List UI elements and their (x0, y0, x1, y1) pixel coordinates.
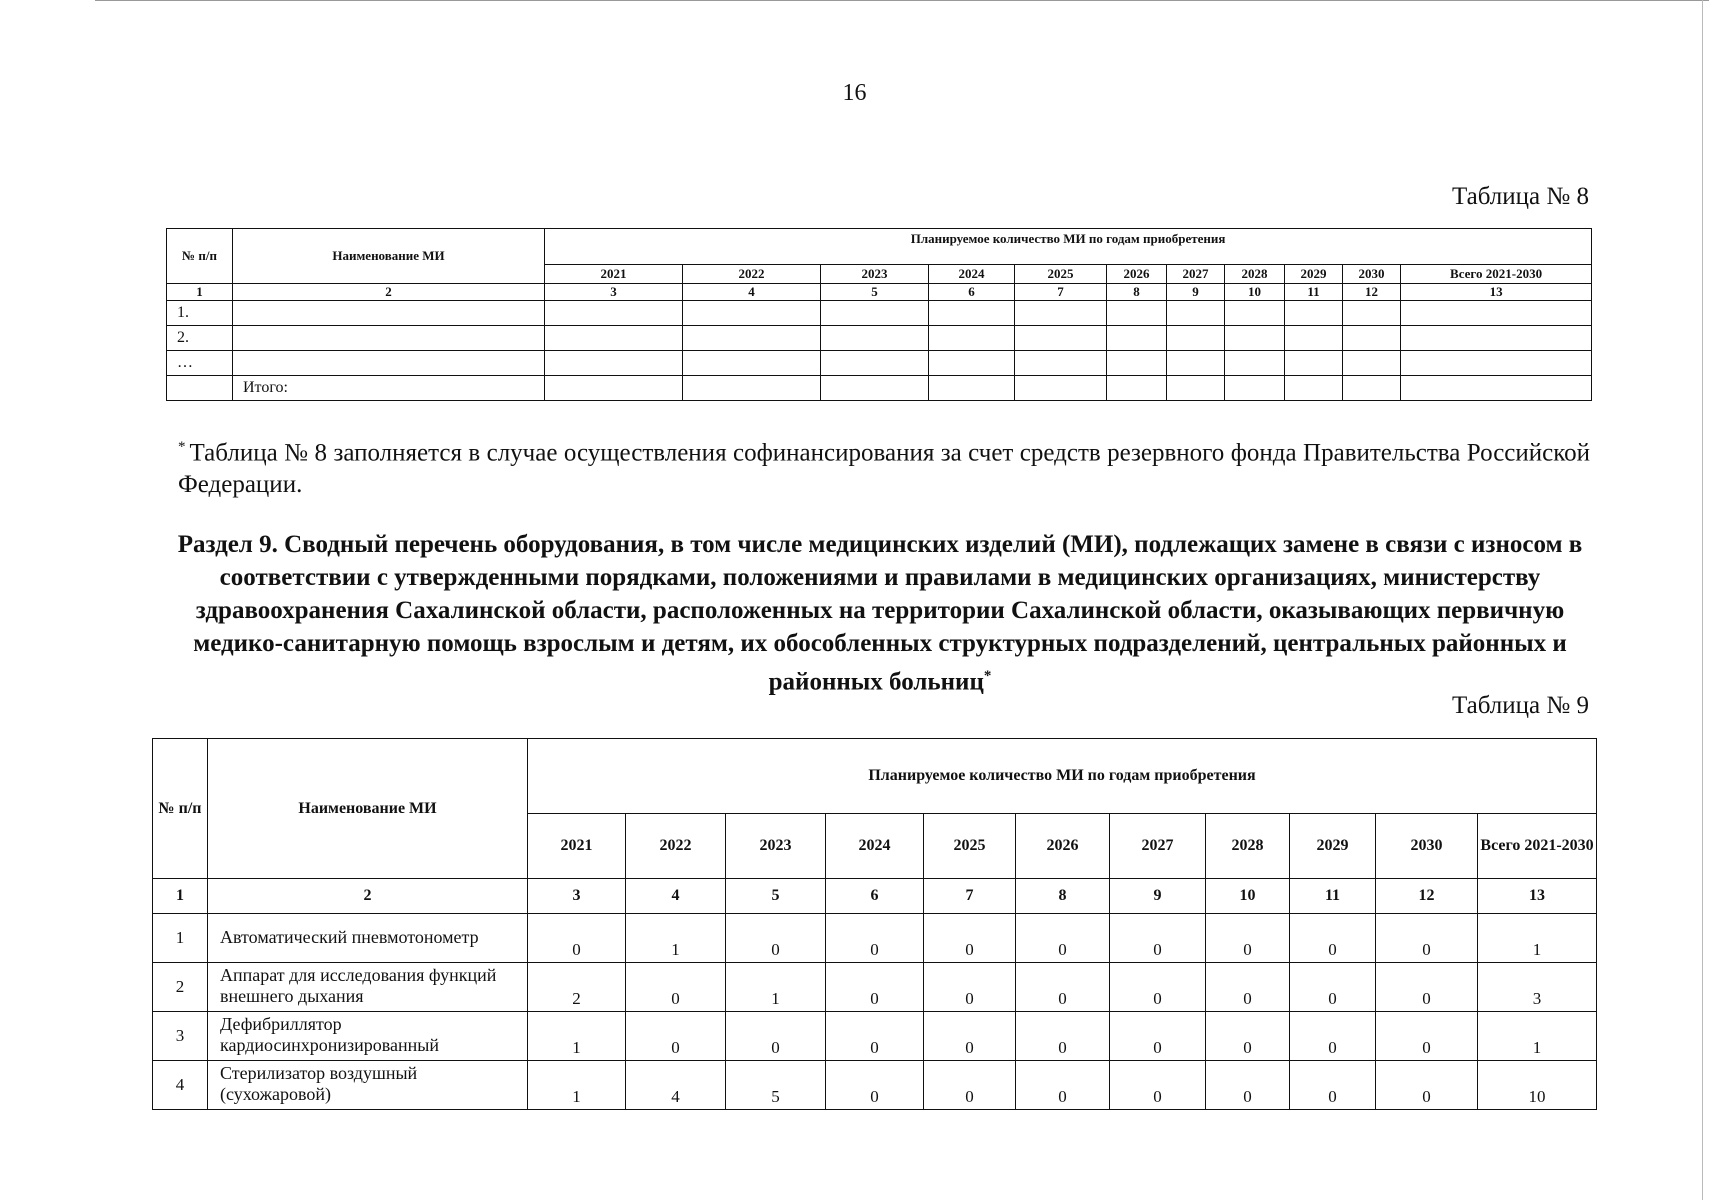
table8-year-header: 2029 (1285, 265, 1343, 284)
table8-row-value (1107, 351, 1167, 376)
table8-column-index: 6 (929, 284, 1015, 301)
table9-column-index: 7 (924, 879, 1016, 914)
table8-row-value (1401, 326, 1592, 351)
footnote (178, 431, 1590, 501)
table8-row-value (1343, 351, 1401, 376)
table8-row-value (821, 301, 929, 326)
table8-row-value (929, 376, 1015, 401)
table8-column-index: 9 (1167, 284, 1225, 301)
table8-year-header: 2027 (1167, 265, 1225, 284)
table8-row-value (1225, 376, 1285, 401)
table8-row-value (1167, 301, 1225, 326)
table9-row-value: 0 (1110, 963, 1206, 1012)
table9-row-value: 1 (528, 1061, 626, 1110)
footnote-mark: * (178, 439, 186, 455)
table9-row-value: 2 (528, 963, 626, 1012)
table8-row-value (1401, 351, 1592, 376)
table9-row-value: 0 (826, 963, 924, 1012)
table9-row-value: 0 (626, 1012, 726, 1061)
table9-row-value: 0 (1016, 963, 1110, 1012)
table8-row-value (1015, 326, 1107, 351)
table8-row-value (683, 351, 821, 376)
table9-row-value: 0 (1290, 1012, 1376, 1061)
table8-year-header: 2021 (545, 265, 683, 284)
table9-row-value: 0 (626, 963, 726, 1012)
section9-title-text: Раздел 9. Сводный перечень оборудования, в том числе медицинских изделий (МИ), подлежащих замене в связи с износом в соответствии с утвержденными порядками, положениями и правилами в медицинских организациях, министерству здравоохранения Сахалинской области, расположенных на территории Сахалинской области, оказывающих первичную медико-санитарную помощь взрослым и детям, их обособленных структурных подразделений, центральных районных и районных больниц (177, 531, 1583, 696)
table8-row-value (683, 301, 821, 326)
table9-row-value: 0 (826, 1012, 924, 1061)
table9-year-header: 2023 (726, 814, 826, 879)
table9-row-value: 0 (1376, 963, 1478, 1012)
table9-row-value: 0 (1016, 914, 1110, 963)
table8-row-value (1107, 301, 1167, 326)
table8-row-value (929, 351, 1015, 376)
table8-year-header: 2030 (1343, 265, 1401, 284)
table8-row-value (1285, 301, 1343, 326)
table9-row-value: 0 (1206, 914, 1290, 963)
table8-year-header: 2026 (1107, 265, 1167, 284)
table8-row-value (1167, 376, 1225, 401)
table9-row-value: 0 (726, 1012, 826, 1061)
table8-row-name (233, 301, 545, 326)
table9-year-header: 2029 (1290, 814, 1376, 879)
section9-title (160, 528, 1600, 698)
table8-row-value (821, 351, 929, 376)
table8-column-index: 5 (821, 284, 929, 301)
table9-year-header: 2030 (1376, 814, 1478, 879)
table8-row-value (545, 376, 683, 401)
table9-row (153, 914, 1597, 963)
table9-row-value: 0 (924, 963, 1016, 1012)
table9-year-header: 2021 (528, 814, 626, 879)
table9-row-value: 0 (924, 1061, 1016, 1110)
table8-year-header: 2023 (821, 265, 929, 284)
table9-row-value: 0 (924, 914, 1016, 963)
table9-row-value: 0 (726, 914, 826, 963)
table9-row-value: 0 (1290, 914, 1376, 963)
table8-year-header: 2022 (683, 265, 821, 284)
table9-row (153, 963, 1597, 1012)
table9-row-num: 1 (153, 914, 208, 963)
table8-row (167, 326, 1592, 351)
table8-year-header: Всего 2021-2030 (1401, 265, 1592, 284)
table8-row-value (1107, 376, 1167, 401)
table8-row-value (1401, 301, 1592, 326)
table9-row-value: 0 (1376, 1061, 1478, 1110)
table8-column-index: 4 (683, 284, 821, 301)
footnote-text: Таблица № 8 заполняется в случае осуществления софинансирования за счет средств резервного фонда Правительства Российской Федерации. (178, 439, 1590, 499)
top-rule (95, 0, 1709, 1)
table9-row-value: 0 (1206, 1012, 1290, 1061)
table8-row-value (1225, 326, 1285, 351)
table8-header-name: Наименование МИ (233, 229, 545, 284)
table9-row-value: 0 (826, 914, 924, 963)
table9-row-value: 0 (1376, 1012, 1478, 1061)
table9-year-header: 2028 (1206, 814, 1290, 879)
table9-year-header: 2027 (1110, 814, 1206, 879)
table8-row-value (821, 376, 929, 401)
table9-row-value: 0 (826, 1061, 924, 1110)
table9-column-index: 11 (1290, 879, 1376, 914)
table8-column-index: 13 (1401, 284, 1592, 301)
table9-row-value: 10 (1478, 1061, 1597, 1110)
table9-row-name: Дефибриллятор кардиосинхронизированный (208, 1012, 528, 1061)
table8-row-value (1167, 326, 1225, 351)
table9-row-value: 5 (726, 1061, 826, 1110)
table9-row-value: 0 (1110, 1061, 1206, 1110)
table9-column-index: 8 (1016, 879, 1110, 914)
table8-row-value (1343, 376, 1401, 401)
table9-year-header: Всего 2021-2030 (1478, 814, 1597, 879)
table9-row-value: 1 (1478, 914, 1597, 963)
table9 (152, 738, 1597, 1110)
table9-column-index: 12 (1376, 879, 1478, 914)
table8-column-index: 3 (545, 284, 683, 301)
table9-row-value: 1 (1478, 1012, 1597, 1061)
table9-year-header: 2022 (626, 814, 726, 879)
table9-row-name: Аппарат для исследования функций внешнего дыхания (208, 963, 528, 1012)
table9-row-value: 0 (1376, 914, 1478, 963)
table9-row-value: 0 (1206, 1061, 1290, 1110)
table9-year-header: 2025 (924, 814, 1016, 879)
table9-row-value: 0 (1290, 1061, 1376, 1110)
table8-row-value (1015, 376, 1107, 401)
table8-row-value (545, 301, 683, 326)
table8-row-value (545, 326, 683, 351)
table8-row-num: 2. (167, 326, 233, 351)
table8-row-value (1015, 351, 1107, 376)
table9-row-value: 0 (1110, 914, 1206, 963)
table8-row-num: 1. (167, 301, 233, 326)
table9-row-value: 0 (924, 1012, 1016, 1061)
table8-row (167, 376, 1592, 401)
table9-row-value: 3 (1478, 963, 1597, 1012)
side-rule (1702, 0, 1703, 1200)
table9-row-value: 1 (626, 914, 726, 963)
table8-row-num: … (167, 351, 233, 376)
table8-row (167, 301, 1592, 326)
table8-column-index: 8 (1107, 284, 1167, 301)
table8-column-index: 2 (233, 284, 545, 301)
table8-row-value (683, 326, 821, 351)
table9-column-index: 1 (153, 879, 208, 914)
table9-column-index: 4 (626, 879, 726, 914)
table8-year-header: 2024 (929, 265, 1015, 284)
table8-header-num: № п/п (167, 229, 233, 284)
table9-column-index: 10 (1206, 879, 1290, 914)
table8-column-index: 11 (1285, 284, 1343, 301)
table8-row-value (1343, 301, 1401, 326)
table8-row-num (167, 376, 233, 401)
table9-column-index: 6 (826, 879, 924, 914)
table9-row (153, 1061, 1597, 1110)
table8-column-index: 12 (1343, 284, 1401, 301)
table8-caption: Таблица № 8 (1451, 183, 1589, 210)
table8-row-value (1167, 351, 1225, 376)
table8-row-value (1285, 376, 1343, 401)
table8-row-name (233, 351, 545, 376)
table9-row-value: 0 (1206, 963, 1290, 1012)
table9-column-index: 5 (726, 879, 826, 914)
table9-header-name: Наименование МИ (208, 739, 528, 879)
table8-column-index: 7 (1015, 284, 1107, 301)
table9-row-value: 0 (1016, 1061, 1110, 1110)
table8-year-header: 2025 (1015, 265, 1107, 284)
table9-row-num: 2 (153, 963, 208, 1012)
table8-row-name (233, 326, 545, 351)
table9-row (153, 1012, 1597, 1061)
table9-year-header: 2024 (826, 814, 924, 879)
table8-row-value (545, 351, 683, 376)
table9-row-num: 4 (153, 1061, 208, 1110)
table8-column-index: 10 (1225, 284, 1285, 301)
table9-row-value: 0 (1016, 1012, 1110, 1061)
table8-column-index: 1 (167, 284, 233, 301)
table9-header-num: № п/п (153, 739, 208, 879)
table9-year-header: 2026 (1016, 814, 1110, 879)
table8-year-header: 2028 (1225, 265, 1285, 284)
table8-row-value (1343, 326, 1401, 351)
table9-column-index: 2 (208, 879, 528, 914)
table9-column-index: 13 (1478, 879, 1597, 914)
table9-row-value: 0 (1290, 963, 1376, 1012)
table8-row-value (821, 326, 929, 351)
table8-row-value (1107, 326, 1167, 351)
table9-column-index: 9 (1110, 879, 1206, 914)
table9-caption: Таблица № 9 (1451, 692, 1589, 719)
table8-row-name: Итого: (233, 376, 545, 401)
table8-row-value (1285, 326, 1343, 351)
table8 (166, 228, 1592, 401)
table9-row-value: 4 (626, 1061, 726, 1110)
table9-row-value: 0 (528, 914, 626, 963)
table9-row-name: Стерилизатор воздушный (сухожаровой) (208, 1061, 528, 1110)
table8-row-value (1225, 351, 1285, 376)
table9-column-index: 3 (528, 879, 626, 914)
page-number: 16 (842, 80, 867, 106)
section9-title-mark: * (983, 668, 992, 684)
table9-row-num: 3 (153, 1012, 208, 1061)
table8-row-value (929, 326, 1015, 351)
table9-row-value: 1 (726, 963, 826, 1012)
table9-header-planned: Планируемое количество МИ по годам приобретения (528, 739, 1597, 814)
table8-row-value (1015, 301, 1107, 326)
table8-row-value (929, 301, 1015, 326)
table8-row-value (1285, 351, 1343, 376)
table8-row-value (683, 376, 821, 401)
table9-row-value: 0 (1110, 1012, 1206, 1061)
table8-row-value (1401, 376, 1592, 401)
table9-row-value: 1 (528, 1012, 626, 1061)
table8-row-value (1225, 301, 1285, 326)
table9-row-name: Автоматический пневмотонометр (208, 914, 528, 963)
table8-row (167, 351, 1592, 376)
table8-header-planned: Планируемое количество МИ по годам приобретения (545, 229, 1592, 265)
